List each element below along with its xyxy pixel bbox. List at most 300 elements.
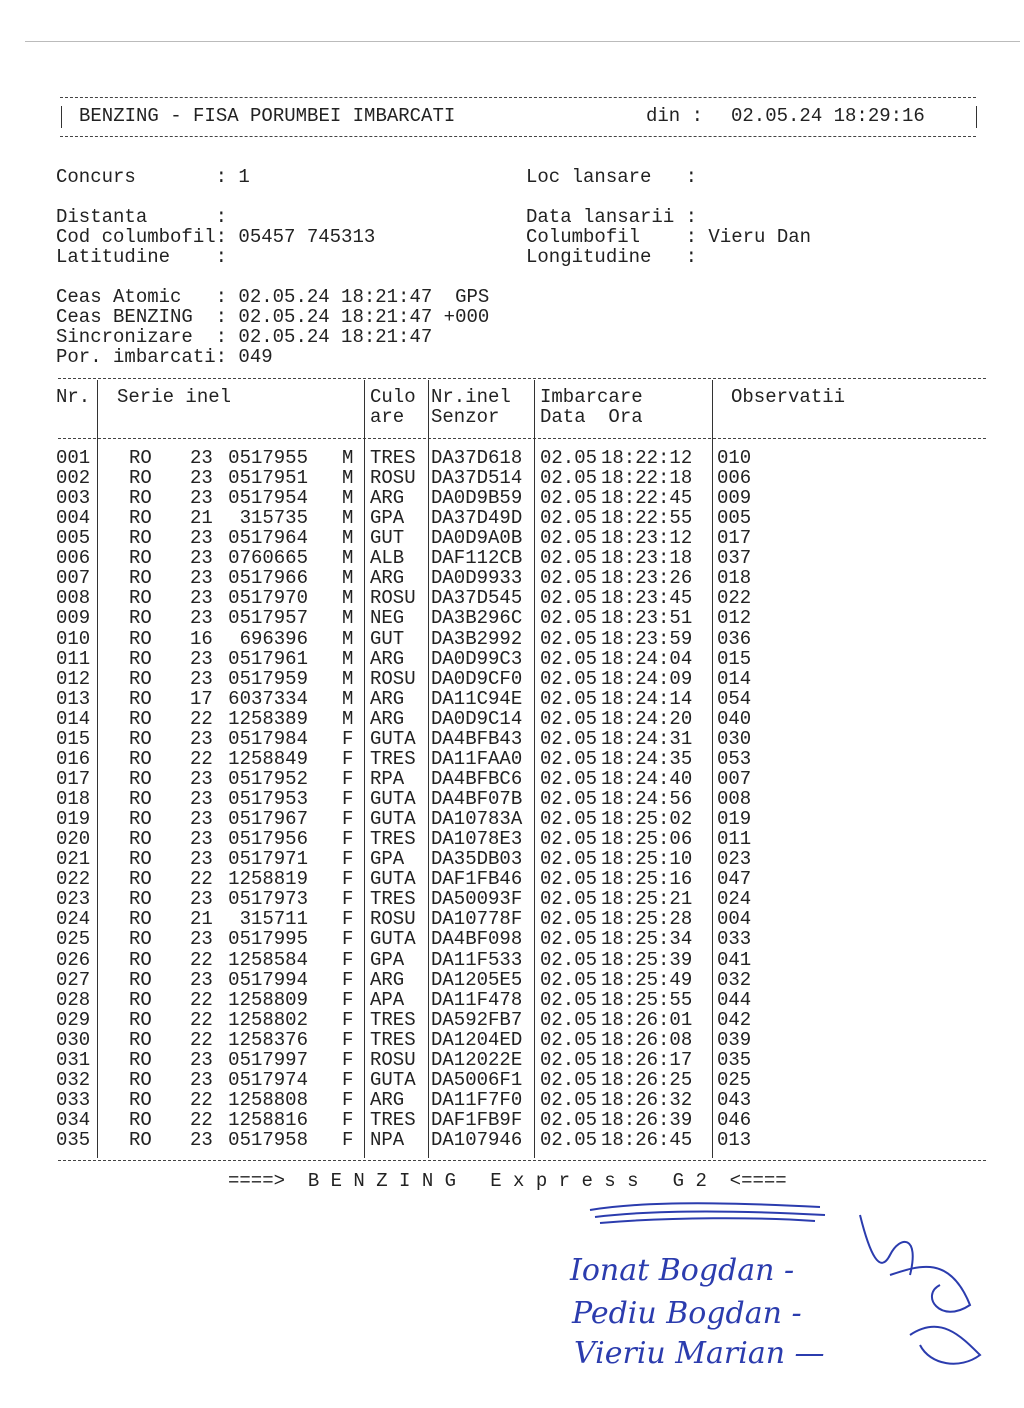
cell-time: 18:22:45 (601, 487, 693, 510)
signature-line-2: Pediu Bogdan - (572, 1296, 802, 1331)
cell-sensor: DAF1FB46 (431, 868, 523, 891)
cell-sensor: DA3B296C (431, 607, 523, 630)
cell-sensor: DA1078E3 (431, 828, 523, 851)
col-header-nr: Nr. (56, 386, 91, 408)
cell-time: 18:25:49 (601, 968, 693, 991)
cell-sex: F (342, 988, 354, 1011)
cell-observatii: 044 (717, 988, 752, 1011)
cell-colour: TRES (370, 828, 416, 851)
cell-time: 18:24:31 (601, 727, 693, 750)
cell-nr: 029 (56, 1008, 91, 1031)
cell-observatii: 033 (717, 928, 752, 951)
cell-nr: 013 (56, 687, 91, 710)
cell-colour: ROSU (370, 667, 416, 690)
cell-nr: 033 (56, 1088, 91, 1111)
col-header-inel: Nr.inel (431, 386, 511, 408)
cell-date: 02.05 (540, 747, 598, 770)
cell-sensor: DA0D9A0B (431, 527, 523, 550)
cell-ring-number: 1258802 (228, 1008, 308, 1031)
cell-sex: M (342, 667, 354, 690)
cell-observatii: 037 (717, 547, 752, 570)
cell-ring-number: 0517964 (228, 527, 308, 550)
cell-date: 02.05 (540, 607, 598, 630)
cell-sex: F (342, 1048, 354, 1071)
cell-sex: M (342, 547, 354, 570)
cell-observatii: 024 (717, 888, 752, 911)
cell-date: 02.05 (540, 1068, 598, 1091)
cell-time: 18:24:35 (601, 747, 693, 770)
cell-colour: ARG (370, 968, 405, 991)
cell-country: RO (129, 447, 152, 469)
value: Vieru Dan (697, 226, 812, 248)
cell-observatii: 030 (717, 727, 752, 750)
cell-nr: 028 (56, 988, 91, 1011)
column-separator (712, 380, 713, 1158)
cell-nr: 001 (56, 447, 91, 469)
cell-date: 02.05 (540, 1129, 598, 1152)
cell-date: 02.05 (540, 527, 598, 550)
cell-observatii: 042 (717, 1008, 752, 1031)
cell-sensor: DA1204ED (431, 1028, 523, 1051)
cell-ring-number: 1258809 (228, 988, 308, 1011)
cell-time: 18:25:34 (601, 928, 693, 951)
cell-nr: 002 (56, 467, 91, 490)
cell-colour: TRES (370, 1028, 416, 1051)
label: Distanta : (56, 206, 228, 228)
clock-sync (56, 327, 432, 347)
cell-year: 23 (190, 1048, 213, 1071)
table-divider (58, 1160, 986, 1161)
cell-nr: 030 (56, 1028, 91, 1051)
cell-country: RO (129, 1129, 152, 1152)
cell-observatii: 054 (717, 687, 752, 710)
cell-sex: F (342, 1008, 354, 1031)
cell-time: 18:26:01 (601, 1008, 693, 1031)
cell-sex: F (342, 767, 354, 790)
column-separator (534, 380, 535, 1158)
cell-date: 02.05 (540, 1108, 598, 1131)
scan-edge-line (25, 41, 1020, 42)
cell-sex: F (342, 747, 354, 770)
cell-country: RO (129, 507, 152, 530)
cell-observatii: 036 (717, 627, 752, 650)
cell-year: 23 (190, 487, 213, 510)
cell-date: 02.05 (540, 868, 598, 891)
cell-colour: GPA (370, 507, 405, 530)
cell-time: 18:24:09 (601, 667, 693, 690)
cell-time: 18:26:08 (601, 1028, 693, 1051)
cell-country: RO (129, 1088, 152, 1111)
cell-time: 18:23:26 (601, 567, 693, 590)
cell-nr: 011 (56, 647, 91, 670)
cell-ring-number: 0517955 (228, 447, 308, 469)
cell-country: RO (129, 547, 152, 570)
cell-nr: 025 (56, 928, 91, 951)
cell-sensor: DA11C94E (431, 687, 523, 710)
cell-year: 23 (190, 968, 213, 991)
cell-colour: GUT (370, 627, 405, 650)
cell-date: 02.05 (540, 587, 598, 610)
cell-nr: 016 (56, 747, 91, 770)
label: Columbofil : (526, 226, 698, 248)
cell-time: 18:25:02 (601, 808, 693, 831)
cell-country: RO (129, 727, 152, 750)
cell-ring-number: 1258849 (228, 747, 308, 770)
cell-nr: 027 (56, 968, 91, 991)
cell-colour: TRES (370, 1108, 416, 1131)
cell-ring-number: 1258376 (228, 1028, 308, 1051)
divider (61, 106, 62, 128)
cell-colour: NEG (370, 607, 405, 630)
value: 02.05.24 18:21:47 GPS (227, 286, 490, 308)
cell-colour: GUTA (370, 808, 416, 831)
cell-observatii: 025 (717, 1068, 752, 1091)
cell-country: RO (129, 808, 152, 831)
column-separator (428, 380, 429, 1158)
cell-sex: F (342, 1028, 354, 1051)
cell-ring-number: 1258584 (228, 948, 308, 971)
cell-country: RO (129, 587, 152, 610)
cell-colour: GUT (370, 527, 405, 550)
cell-sex: F (342, 727, 354, 750)
col-header-observatii: Observatii (731, 386, 846, 408)
cell-sensor: DA11F478 (431, 988, 523, 1011)
cell-time: 18:24:56 (601, 788, 693, 811)
cell-sex: F (342, 1068, 354, 1091)
cell-time: 18:23:51 (601, 607, 693, 630)
cell-date: 02.05 (540, 667, 598, 690)
cell-year: 23 (190, 647, 213, 670)
cell-nr: 008 (56, 587, 91, 610)
cell-ring-number: 6037334 (228, 687, 308, 710)
cell-country: RO (129, 948, 152, 971)
cell-colour: ALB (370, 547, 405, 570)
cell-country: RO (129, 908, 152, 931)
cell-nr: 003 (56, 487, 91, 510)
cell-sensor: DA3B2992 (431, 627, 523, 650)
cell-ring-number: 0517970 (228, 587, 308, 610)
cell-year: 22 (190, 948, 213, 971)
label: Ceas BENZING : (56, 306, 228, 328)
cell-nr: 006 (56, 547, 91, 570)
cell-colour: ARG (370, 487, 405, 510)
info-concurs (56, 167, 250, 187)
col-header-senzor: Senzor (431, 406, 500, 428)
cell-sensor: DA4BF07B (431, 788, 523, 811)
value: 05457 745313 (227, 226, 376, 248)
cell-sex: M (342, 527, 354, 550)
cell-sex: F (342, 808, 354, 831)
cell-observatii: 035 (717, 1048, 752, 1071)
cell-nr: 031 (56, 1048, 91, 1071)
divider (60, 97, 976, 98)
label: Concurs : (56, 166, 228, 188)
cell-ring-number: 0517995 (228, 928, 308, 951)
cell-observatii: 043 (717, 1088, 752, 1111)
col-header-culoare: Culo (370, 386, 416, 408)
cell-ring-number: 0517971 (228, 848, 308, 871)
cell-date: 02.05 (540, 1008, 598, 1031)
cell-sex: F (342, 848, 354, 871)
cell-sex: M (342, 467, 354, 490)
cell-year: 23 (190, 527, 213, 550)
cell-colour: TRES (370, 747, 416, 770)
cell-date: 02.05 (540, 908, 598, 931)
info-distanta (56, 207, 227, 227)
cell-time: 18:22:55 (601, 507, 693, 530)
cell-ring-number: 0517966 (228, 567, 308, 590)
cell-time: 18:25:16 (601, 868, 693, 891)
label: Loc lansare : (526, 166, 698, 188)
cell-year: 23 (190, 1068, 213, 1091)
cell-date: 02.05 (540, 567, 598, 590)
cell-country: RO (129, 788, 152, 811)
cell-observatii: 019 (717, 808, 752, 831)
col-header-imbarcare: Imbarcare (540, 386, 643, 408)
cell-country: RO (129, 868, 152, 891)
cell-year: 23 (190, 1129, 213, 1152)
cell-sensor: DA5006F1 (431, 1068, 523, 1091)
cell-ring-number: 1258819 (228, 868, 308, 891)
cell-sex: M (342, 587, 354, 610)
cell-ring-number: 0517951 (228, 467, 308, 490)
cell-date: 02.05 (540, 687, 598, 710)
cell-colour: GUTA (370, 788, 416, 811)
cell-ring-number: 1258816 (228, 1108, 308, 1131)
cell-year: 23 (190, 547, 213, 570)
cell-colour: GUTA (370, 928, 416, 951)
cell-sex: F (342, 1129, 354, 1152)
cell-date: 02.05 (540, 547, 598, 570)
cell-date: 02.05 (540, 828, 598, 851)
cell-time: 18:24:40 (601, 767, 693, 790)
cell-country: RO (129, 1048, 152, 1071)
cell-observatii: 047 (717, 868, 752, 891)
cell-observatii: 013 (717, 1129, 752, 1152)
column-separator (364, 380, 365, 1158)
cell-date: 02.05 (540, 988, 598, 1011)
cell-nr: 019 (56, 808, 91, 831)
signature-mark (910, 1327, 980, 1364)
cell-observatii: 022 (717, 587, 752, 610)
cell-year: 23 (190, 447, 213, 469)
cell-year: 22 (190, 1108, 213, 1131)
cell-year: 23 (190, 767, 213, 790)
cell-sensor: DA592FB7 (431, 1008, 523, 1031)
label: Longitudine : (526, 246, 698, 268)
cell-ring-number: 0517956 (228, 828, 308, 851)
cell-nr: 009 (56, 607, 91, 630)
col-header-serie: Serie inel (117, 386, 232, 408)
pigeons-count (56, 347, 273, 367)
cell-ring-number: 0517958 (228, 1129, 308, 1152)
cell-sex: F (342, 948, 354, 971)
cell-year: 23 (190, 848, 213, 871)
column-separator (97, 380, 98, 1158)
cell-sensor: DA37D49D (431, 507, 523, 530)
cell-date: 02.05 (540, 968, 598, 991)
cell-observatii: 018 (717, 567, 752, 590)
label: Por. imbarcati: (56, 346, 228, 368)
cell-country: RO (129, 467, 152, 490)
cell-date: 02.05 (540, 627, 598, 650)
cell-observatii: 012 (717, 607, 752, 630)
cell-time: 18:22:12 (601, 447, 693, 469)
cell-colour: APA (370, 988, 405, 1011)
cell-sensor: DAF1FB9F (431, 1108, 523, 1131)
cell-colour: ARG (370, 647, 405, 670)
signature-mark (860, 1215, 913, 1275)
cell-nr: 021 (56, 848, 91, 871)
cell-country: RO (129, 687, 152, 710)
cell-observatii: 009 (717, 487, 752, 510)
info-columbofil (526, 227, 811, 247)
value: 049 (227, 346, 273, 368)
cell-time: 18:25:39 (601, 948, 693, 971)
cell-colour: ARG (370, 687, 405, 710)
cell-year: 22 (190, 1088, 213, 1111)
cell-year: 23 (190, 928, 213, 951)
cell-ring-number: 0517954 (228, 487, 308, 510)
cell-sensor: DAF112CB (431, 547, 523, 570)
cell-observatii: 039 (717, 1028, 752, 1051)
cell-time: 18:26:32 (601, 1088, 693, 1111)
info-loc-lansare (526, 167, 697, 187)
cell-country: RO (129, 667, 152, 690)
cell-country: RO (129, 647, 152, 670)
label: Sincronizare : (56, 326, 228, 348)
cell-year: 16 (190, 627, 213, 650)
cell-ring-number: 0517967 (228, 808, 308, 831)
cell-year: 22 (190, 868, 213, 891)
cell-colour: TRES (370, 447, 416, 469)
cell-colour: ROSU (370, 587, 416, 610)
cell-ring-number: 0517973 (228, 888, 308, 911)
cell-nr: 020 (56, 828, 91, 851)
cell-sex: F (342, 1108, 354, 1131)
cell-sensor: DA0D9933 (431, 567, 523, 590)
cell-time: 18:24:20 (601, 707, 693, 730)
cell-year: 17 (190, 687, 213, 710)
cell-date: 02.05 (540, 848, 598, 871)
label: Cod columbofil: (56, 226, 228, 248)
cell-nr: 026 (56, 948, 91, 971)
cell-country: RO (129, 1008, 152, 1031)
cell-nr: 005 (56, 527, 91, 550)
cell-ring-number: 0517953 (228, 788, 308, 811)
cell-date: 02.05 (540, 767, 598, 790)
cell-time: 18:26:39 (601, 1108, 693, 1131)
label: Data lansarii : (526, 206, 698, 228)
cell-date: 02.05 (540, 788, 598, 811)
cell-sensor: DA37D514 (431, 467, 523, 490)
cell-date: 02.05 (540, 1028, 598, 1051)
cell-colour: ROSU (370, 908, 416, 931)
table-divider (58, 438, 986, 439)
cell-country: RO (129, 1068, 152, 1091)
scribble-strikeout (590, 1203, 825, 1223)
cell-sensor: DA11F533 (431, 948, 523, 971)
cell-country: RO (129, 567, 152, 590)
cell-sensor: DA0D9B59 (431, 487, 523, 510)
cell-time: 18:26:25 (601, 1068, 693, 1091)
cell-country: RO (129, 627, 152, 650)
cell-sex: M (342, 707, 354, 730)
cell-ring-number: 0517984 (228, 727, 308, 750)
cell-time: 18:23:45 (601, 587, 693, 610)
cell-sex: F (342, 828, 354, 851)
cell-ring-number: 0517961 (228, 647, 308, 670)
cell-observatii: 015 (717, 647, 752, 670)
cell-observatii: 006 (717, 467, 752, 490)
cell-sex: M (342, 567, 354, 590)
cell-nr: 022 (56, 868, 91, 891)
info-data-lansarii (526, 207, 697, 227)
cell-year: 22 (190, 1008, 213, 1031)
cell-sex: F (342, 888, 354, 911)
cell-nr: 035 (56, 1129, 91, 1152)
cell-observatii: 053 (717, 747, 752, 770)
cell-country: RO (129, 747, 152, 770)
cell-colour: GUTA (370, 868, 416, 891)
cell-year: 22 (190, 707, 213, 730)
cell-year: 22 (190, 1028, 213, 1051)
date-value: 02.05.24 18:29:16 (731, 105, 925, 127)
cell-observatii: 040 (717, 707, 752, 730)
cell-colour: RPA (370, 767, 405, 790)
cell-nr: 018 (56, 788, 91, 811)
cell-year: 23 (190, 727, 213, 750)
cell-country: RO (129, 928, 152, 951)
cell-sex: F (342, 968, 354, 991)
cell-sensor: DA37D618 (431, 447, 523, 469)
cell-country: RO (129, 988, 152, 1011)
cell-date: 02.05 (540, 727, 598, 750)
cell-country: RO (129, 968, 152, 991)
cell-date: 02.05 (540, 487, 598, 510)
cell-date: 02.05 (540, 888, 598, 911)
cell-nr: 014 (56, 707, 91, 730)
cell-nr: 012 (56, 667, 91, 690)
cell-date: 02.05 (540, 948, 598, 971)
cell-date: 02.05 (540, 507, 598, 530)
cell-ring-number: 0517997 (228, 1048, 308, 1071)
cell-observatii: 008 (717, 788, 752, 811)
label: Latitudine : (56, 246, 228, 268)
cell-sex: F (342, 908, 354, 931)
cell-year: 23 (190, 607, 213, 630)
cell-date: 02.05 (540, 928, 598, 951)
cell-observatii: 023 (717, 848, 752, 871)
cell-year: 22 (190, 747, 213, 770)
cell-colour: ROSU (370, 467, 416, 490)
cell-colour: TRES (370, 888, 416, 911)
clock-benzing (56, 307, 489, 327)
cell-sensor: DA4BF098 (431, 928, 523, 951)
cell-time: 18:23:12 (601, 527, 693, 550)
cell-colour: GPA (370, 848, 405, 871)
cell-ring-number: 0517974 (228, 1068, 308, 1091)
cell-ring-number: 0517994 (228, 968, 308, 991)
cell-time: 18:25:10 (601, 848, 693, 871)
cell-observatii: 011 (717, 828, 752, 851)
cell-date: 02.05 (540, 447, 598, 469)
cell-observatii: 017 (717, 527, 752, 550)
cell-year: 23 (190, 788, 213, 811)
cell-date: 02.05 (540, 1088, 598, 1111)
cell-date: 02.05 (540, 467, 598, 490)
col-header-culoare-2: are (370, 406, 405, 428)
